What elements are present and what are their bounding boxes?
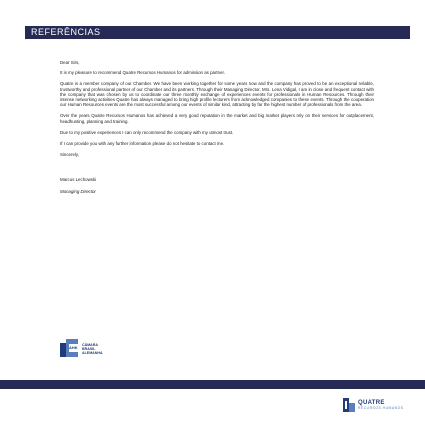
letter-paragraph-1: Quatre is a member company of our Chamber. We have been working together for some years now and the company has proved to be an exceptional reliable, trustworthy and professional partner of our Chamber and its partners. Through their Managing Director, Mrs. Lena Vidigal, I am in close and frequent contact with the company that was chosen by us to coordinate our three monthly exchange of experiences events for professionals in Human Resources. Through their intense networking activities Quatre has always managed to bring high profile lecturers from acknowledged companies to these events. Through the cooperation our Human Resources events are the most successful among our events of similar kind, attracting by far the highest number of professionals from the area. xyxy=(60,81,374,108)
quatre-brand: QUATRE xyxy=(358,400,385,406)
signer-name: Marcus Lechowski xyxy=(60,177,97,183)
letter-salutation: Dear Sirs, xyxy=(60,60,80,65)
quatre-logo-icon xyxy=(343,398,355,412)
ahk-logo-text xyxy=(82,343,103,355)
ahk-logo-line-3: ALEMANHA xyxy=(82,351,103,355)
signer-role: Managing Director xyxy=(60,188,96,194)
footer-bar xyxy=(0,380,425,389)
recommendation-letter xyxy=(60,60,374,200)
letter-intro: It is my pleasure to recommend Quatre Recursos Humanos for admission as partner. xyxy=(60,70,225,76)
ahk-logo-mark xyxy=(60,339,80,359)
letter-closing: Sincerely, xyxy=(60,152,79,158)
page-title: REFERÊNCIAS xyxy=(31,27,101,37)
quatre-tagline: RECURSOS HUMANOS xyxy=(358,406,404,410)
letter-paragraph-2: Over the years Quatre Recursos Humanos has achieved a very good reputation in the market and big market players rely on their services for outplacement, headhunting, planning and training. xyxy=(60,113,374,124)
ahk-logo xyxy=(60,338,104,360)
ahk-logo-line-2: BRASIL xyxy=(82,347,96,351)
letter-paragraph-3: Due to my positive experiences I can only recommend the company with my utmost trust. xyxy=(60,129,234,135)
quatre-logo xyxy=(343,398,404,412)
header-bar xyxy=(25,26,410,39)
letter-paragraph-4: If I can provide you with any further information please do not hesitate to contact me. xyxy=(60,141,225,147)
ahk-logo-line-1: CÂMARA xyxy=(82,343,98,347)
ahk-logo-initials: AHK xyxy=(69,345,78,350)
